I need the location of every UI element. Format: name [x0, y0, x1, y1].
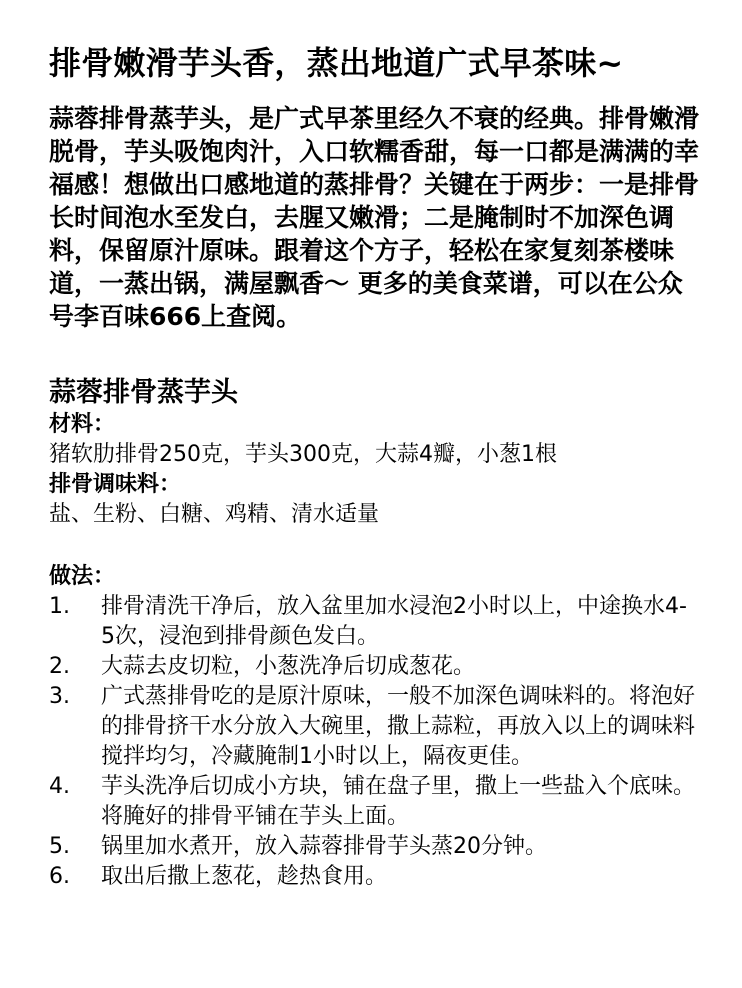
- page-title: 排骨嫩滑芋头香，蒸出地道广式早茶味~: [49, 44, 624, 82]
- intro-paragraph: 蒜蓉排骨蒸芋头，是广式早茶里经久不衰的经典。排骨嫩滑脱骨，芋头吸饱肉汁，入口软糯香甜，每一口都是满满的幸福感！想做出口感地道的蒸排骨？关键在于两步：一是排骨长时间泡水至发白，去腥又嫩滑；二是腌制时不加深色调料，保留原汁原味。跟着这个方子，轻松在家复刻茶楼味道，一蒸出锅，满屋飘香～ 更多的美食菜谱，可以在公众号李百味666上查阅。: [49, 104, 700, 332]
- step-text: 芋头洗净后切成小方块，铺在盘子里，撒上一些盐入个底味。将腌好的排骨平铺在芋头上面。: [101, 774, 696, 830]
- step-number: 2.: [49, 654, 70, 680]
- step-text: 广式蒸排骨吃的是原汁原味，一般不加深色调味料的。将泡好的排骨挤干水分放入大碗里，撒上蒜粒，再放入以上的调味料搅拌均匀，冷藏腌制1小时以上，隔夜更佳。: [101, 684, 696, 770]
- step-item: [49, 682, 702, 772]
- step-text: 排骨清洗干净后，放入盆里加水浸泡2小时以上，中途换水4-5次，浸泡到排骨颜色发白。: [101, 594, 687, 650]
- step-number: 4.: [49, 774, 70, 800]
- step-item: [49, 832, 702, 862]
- ingredients-label: 材料：: [49, 412, 116, 438]
- step-number: 5.: [49, 834, 70, 860]
- seasoning-text: 盐、生粉、白糖、鸡精、清水适量: [49, 502, 380, 528]
- step-number: 1.: [49, 594, 70, 620]
- step-item: [49, 652, 702, 682]
- step-number: 3.: [49, 684, 70, 710]
- step-item: [49, 862, 702, 892]
- step-item: [49, 772, 702, 832]
- section-spacer: [49, 530, 702, 562]
- method-steps-list: [49, 592, 702, 892]
- ingredients-text: 猪软肋排骨250克，芋头300克，大蒜4瓣，小葱1根: [49, 442, 557, 468]
- step-item: [49, 592, 702, 652]
- step-number: 6.: [49, 864, 70, 890]
- recipe-title: 蒜蓉排骨蒸芋头: [49, 377, 238, 409]
- method-label: 做法：: [49, 564, 116, 590]
- step-text: 大蒜去皮切粒，小葱洗净后切成葱花。: [101, 654, 476, 680]
- step-text: 取出后撒上葱花，趁热食用。: [101, 864, 388, 890]
- seasoning-label: 排骨调味料：: [49, 472, 182, 498]
- step-text: 锅里加水煮开，放入蒜蓉排骨芋头蒸20分钟。: [101, 834, 547, 860]
